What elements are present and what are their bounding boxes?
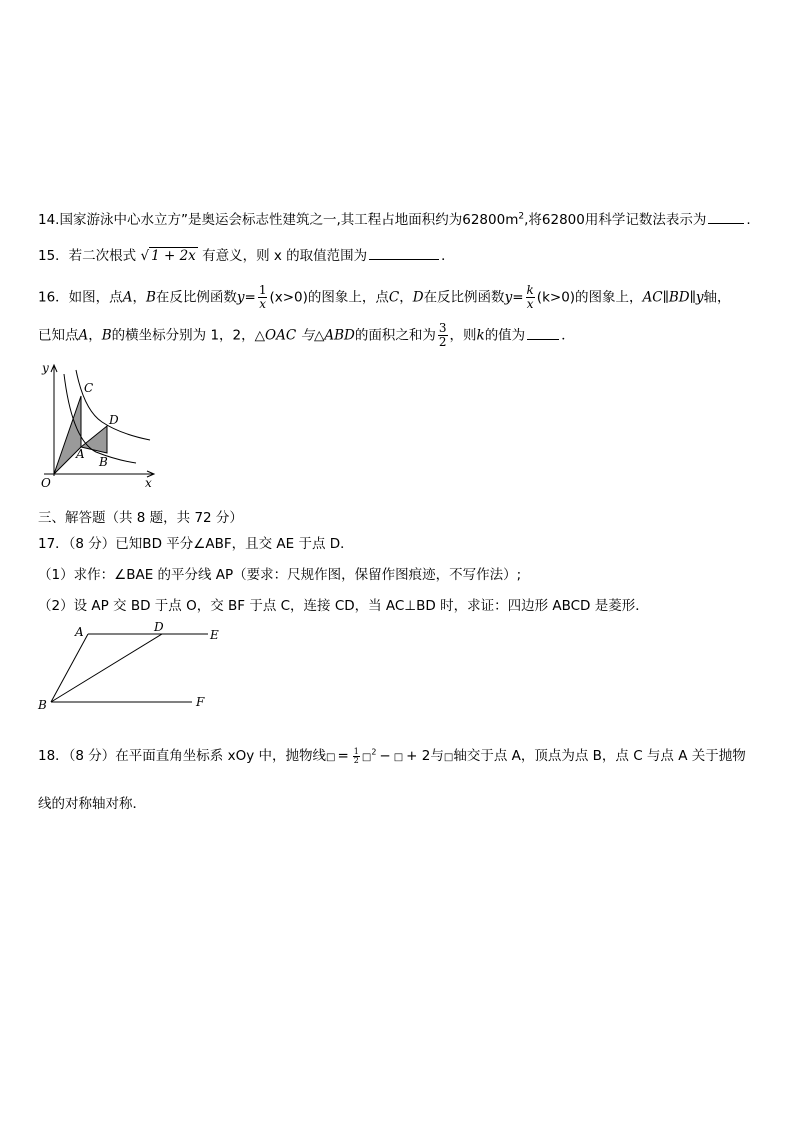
q18-plus2: + 2 bbox=[406, 748, 431, 764]
q15-prefix: 15．若二次根式 bbox=[38, 248, 137, 264]
frac3-den: 2 bbox=[438, 335, 447, 349]
q14-end: . bbox=[746, 212, 751, 228]
frac2-num: k bbox=[526, 283, 534, 297]
q16-y: y bbox=[236, 289, 245, 306]
q16-triangles: △OAC 与△ABD bbox=[254, 327, 355, 344]
answer-blank-16[interactable] bbox=[527, 327, 559, 340]
q16-comma-2: ， bbox=[399, 289, 413, 306]
question-14 bbox=[38, 208, 751, 228]
q16-point-b-2: B bbox=[101, 327, 112, 344]
q16-y-2: y bbox=[504, 289, 513, 306]
label-a: A bbox=[75, 625, 84, 639]
segment-ab bbox=[51, 634, 88, 702]
q16-text-a: 16．如图，点 bbox=[38, 289, 123, 306]
q16-text-b: 在反比例函数 bbox=[155, 289, 237, 306]
answer-blank-15[interactable] bbox=[369, 247, 439, 260]
q18-minus: − bbox=[379, 748, 391, 764]
q14-sup: 2 bbox=[518, 211, 525, 222]
triangle-abd bbox=[81, 426, 107, 453]
frac2-den: x bbox=[526, 297, 534, 311]
q16-text-h: 的值为 bbox=[484, 327, 526, 344]
q15-suffix: 有意义，则 x 的取值范围为 bbox=[202, 248, 368, 264]
q16-point-b: B bbox=[145, 289, 156, 306]
q16-point-a: A bbox=[122, 289, 133, 306]
fraction-k-over-x bbox=[526, 284, 535, 311]
q16-text-c: 在反比例函数 bbox=[423, 289, 505, 306]
figure-16 bbox=[36, 360, 160, 490]
q18-text-c: 轴交于点 A，顶点为点 B，点 C 与点 A 关于抛物 bbox=[453, 748, 746, 764]
q16-point-a-2: A bbox=[78, 327, 89, 344]
label-b: B bbox=[99, 455, 108, 469]
sqrt-expression: √ 1 + 2x bbox=[140, 248, 196, 264]
segment-bd bbox=[51, 634, 162, 702]
q18-eq: = bbox=[337, 748, 349, 764]
label-b: B bbox=[38, 698, 47, 712]
q16-end: ． bbox=[561, 327, 575, 344]
q16-text-g: ，则 bbox=[449, 327, 477, 344]
half-num: 1 bbox=[353, 746, 359, 756]
fraction-1-over-x bbox=[258, 284, 268, 311]
label-f: F bbox=[196, 695, 205, 709]
q18-box-4: □ bbox=[443, 752, 454, 763]
q16-axis: 轴， bbox=[703, 289, 731, 306]
label-y: y bbox=[42, 361, 49, 375]
q16-text-f: 的面积之和为 bbox=[354, 327, 436, 344]
q15-radicand: 1 + 2x bbox=[151, 248, 196, 264]
label-d: D bbox=[154, 622, 164, 634]
question-17-part-2: （2）设 AP 交 BD 于点 O，交 BF 于点 C，连接 CD，当 AC⊥BD 时，求证：四边形 ABCD 是菱形． bbox=[38, 598, 649, 614]
question-16-line-2 bbox=[38, 322, 575, 349]
half-den: 2 bbox=[353, 755, 359, 765]
frac3-num: 3 bbox=[438, 321, 447, 335]
q16-eq-2: = bbox=[512, 289, 524, 306]
q16-parallel: AC∥BD∥y bbox=[642, 289, 704, 306]
q16-text-d: 已知点 bbox=[38, 327, 79, 344]
frac1-den: x bbox=[259, 297, 267, 311]
q18-text-a: 18．（8 分）在平面直角坐标系 xOy 中，抛物线 bbox=[38, 748, 326, 764]
question-16-line-1 bbox=[38, 284, 730, 311]
answer-blank-14[interactable] bbox=[708, 211, 744, 224]
q16-point-d: D bbox=[412, 289, 424, 306]
question-18-line-1 bbox=[38, 744, 746, 765]
label-d: D bbox=[109, 413, 119, 427]
label-a: A bbox=[76, 447, 85, 461]
label-c: C bbox=[84, 381, 94, 395]
q18-box-3: □ bbox=[393, 752, 404, 763]
question-17-stem: 17．（8 分）已知BD 平分∠ABF，且交 AE 于点 D． bbox=[38, 536, 354, 552]
q15-end: ． bbox=[441, 248, 455, 264]
fraction-3-over-2 bbox=[438, 322, 448, 349]
figure-17 bbox=[34, 622, 224, 714]
q18-box-2: □ bbox=[361, 752, 372, 763]
q18-sq: 2 bbox=[371, 747, 377, 757]
q18-box-1: □ bbox=[326, 752, 336, 763]
label-x: x bbox=[145, 476, 152, 490]
q16-comma: ， bbox=[132, 289, 146, 306]
q18-text-b: 与 bbox=[430, 748, 444, 764]
frac1-num: 1 bbox=[258, 283, 267, 297]
question-15 bbox=[38, 244, 455, 264]
label-o: O bbox=[41, 476, 51, 490]
triangle-oac bbox=[54, 396, 81, 474]
q16-text-e: 的横坐标分别为 1，2， bbox=[111, 327, 255, 344]
question-18-line-2: 线的对称轴对称． bbox=[38, 796, 146, 812]
q16-k: k bbox=[476, 327, 485, 344]
fraction-1-over-2 bbox=[353, 748, 360, 765]
question-17-part-1: （1）求作：∠BAE 的平分线 AP（要求：尺规作图，保留作图痕迹，不写作法）; bbox=[38, 567, 522, 583]
q14-text-after: ,将62800用科学记数法表示为 bbox=[524, 212, 707, 228]
section-3-heading: 三、解答题（共 8 题，共 72 分） bbox=[38, 510, 243, 526]
label-e: E bbox=[210, 628, 219, 642]
q16-point-c: C bbox=[388, 289, 400, 306]
q16-cond1: (x>0)的图象上，点 bbox=[269, 289, 389, 306]
q14-text: 14.国家游泳中心水立方”是奥运会标志性建筑之一,其工程占地面积约为62800m bbox=[38, 212, 519, 228]
q16-cond2: (k>0)的图象上， bbox=[536, 289, 643, 306]
q16-eq: = bbox=[244, 289, 256, 306]
q16-comma-3: ， bbox=[88, 327, 102, 344]
